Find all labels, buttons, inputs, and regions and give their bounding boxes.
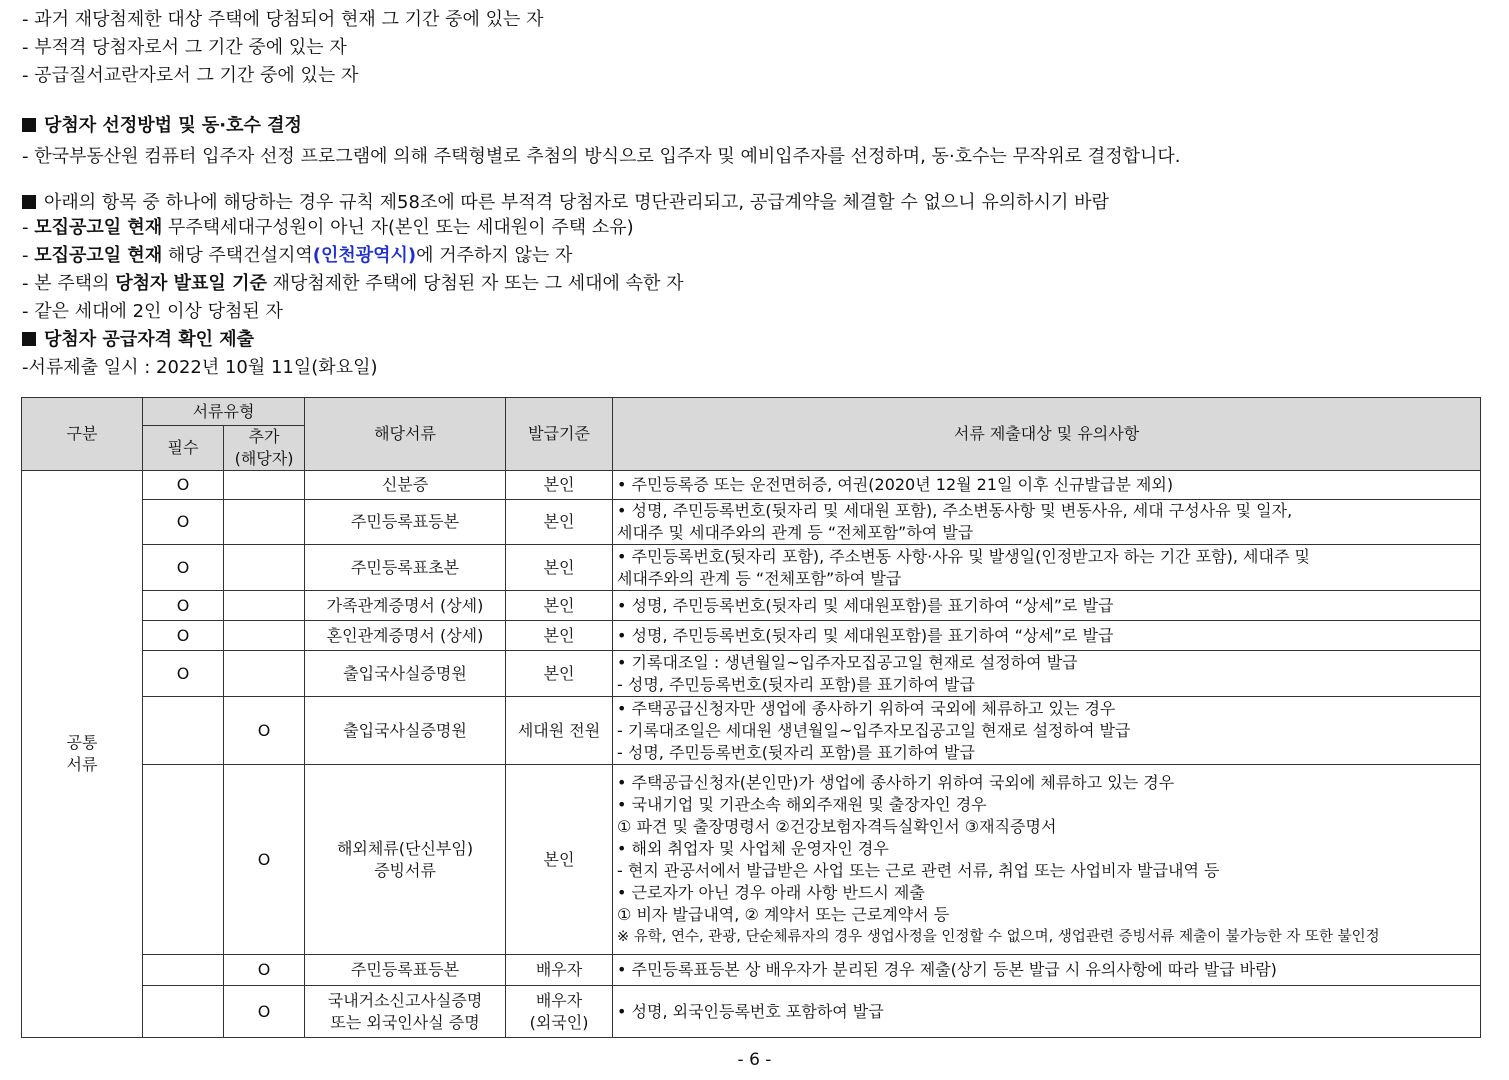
issue-basis-cell bbox=[506, 621, 613, 651]
item-bold: 모집공고일 현재 bbox=[34, 245, 163, 266]
document-name: 출입국사실증명원 bbox=[343, 720, 467, 740]
item-text: 해당 주택건설지역 bbox=[162, 245, 313, 266]
notes-cell bbox=[613, 471, 1481, 500]
document-name: 또는 외국인사실 증명 bbox=[330, 1012, 480, 1032]
document-name: 주민등록표등본 bbox=[350, 960, 460, 979]
section-heading-documents bbox=[22, 328, 254, 352]
section-heading-selection bbox=[22, 114, 302, 138]
additional-cell: O bbox=[224, 955, 305, 986]
note-line: • 성명, 주민등록번호(뒷자리 및 세대원포함)를 표기하여 “상세”로 발급 bbox=[617, 595, 1114, 615]
table-row bbox=[22, 545, 1481, 591]
additional-cell bbox=[224, 591, 305, 621]
notes-cell bbox=[613, 591, 1481, 621]
intro-line-3: - 공급질서교란자로서 그 기간 중에 있는 자 bbox=[22, 65, 359, 86]
note-line: - 현지 관공서에서 발급받은 사업 또는 근로 관련 서류, 취업 또는 사업비자 발급내역 등 bbox=[617, 860, 1220, 880]
document-cell bbox=[305, 765, 506, 955]
notes-cell bbox=[613, 651, 1481, 697]
table-row bbox=[22, 986, 1481, 1038]
document-cell bbox=[305, 621, 506, 651]
required-cell: O bbox=[143, 500, 224, 545]
document-cell bbox=[305, 591, 506, 621]
note-line: 세대주 및 세대주와의 관계 등 “전체포함”하여 발급 bbox=[617, 523, 974, 542]
category-label: 서류 bbox=[66, 755, 98, 774]
section-heading-text: 당첨자 공급자격 확인 제출 bbox=[44, 329, 255, 350]
region-highlight: (인천광역시) bbox=[312, 245, 417, 266]
required-cell: O bbox=[143, 621, 224, 651]
item-text: 에 거주하지 않는 자 bbox=[416, 245, 573, 266]
note-line: - 성명, 주민등록번호(뒷자리 포함)를 표기하여 발급 bbox=[617, 674, 975, 694]
issue-basis-text: 배우자 bbox=[535, 960, 583, 979]
required-cell bbox=[143, 697, 224, 765]
table-row bbox=[22, 500, 1481, 545]
note-line: ※ 유학, 연수, 관광, 단순체류자의 경우 생업사정을 인정할 수 없으며, 생업관련 증빙서류 제출이 불가능한 자 또한 불인정 bbox=[617, 928, 1380, 945]
square-bullet-icon bbox=[22, 118, 36, 132]
note-line: • 성명, 주민등록번호(뒷자리 및 세대원포함)를 표기하여 “상세”로 발급 bbox=[617, 625, 1114, 645]
note-line: • 기록대조일 : 생년월일~입주자모집공고일 현재로 설정하여 발급 bbox=[617, 652, 1078, 672]
additional-cell bbox=[224, 500, 305, 545]
document-cell bbox=[305, 697, 506, 765]
issue-basis-text: 본인 bbox=[543, 475, 575, 494]
document-name: 증빙서류 bbox=[374, 860, 436, 880]
issue-basis-text: 본인 bbox=[543, 512, 575, 531]
item-prefix: - bbox=[22, 217, 35, 238]
item-text: 무주택세대구성원이 아닌 자(본인 또는 세대원이 주택 소유) bbox=[162, 217, 634, 238]
header-category: 구분 bbox=[22, 398, 143, 471]
additional-cell bbox=[224, 545, 305, 591]
submission-date: -서류제출 일시 : 2022년 10월 11일(화요일) bbox=[22, 357, 378, 378]
intro-line-1: - 과거 재당첨제한 대상 주택에 당첨되어 현재 그 기간 중에 있는 자 bbox=[22, 9, 544, 30]
required-cell bbox=[143, 955, 224, 986]
item-bold: 당첨자 발표일 기준 bbox=[115, 273, 267, 294]
table-row bbox=[22, 697, 1481, 765]
note-line: 세대주와의 관계 등 “전체포함”하여 발급 bbox=[617, 568, 902, 588]
documents-table bbox=[21, 397, 1481, 1038]
notes-cell bbox=[613, 621, 1481, 651]
issue-basis-cell bbox=[506, 545, 613, 591]
notes-cell bbox=[613, 765, 1481, 955]
issue-basis-text: 세대원 전원 bbox=[517, 720, 601, 740]
issue-basis-text: 본인 bbox=[543, 557, 575, 577]
document-cell bbox=[305, 955, 506, 986]
issue-basis-cell bbox=[506, 986, 613, 1038]
note-line: ① 파견 및 출장명령서 ②건강보험자격득실확인서 ③재직증명서 bbox=[617, 816, 1057, 836]
document-name: 해외체류(단신부임) bbox=[336, 838, 474, 858]
required-cell bbox=[143, 986, 224, 1038]
document-cell bbox=[305, 500, 506, 545]
item-prefix: - bbox=[22, 245, 35, 266]
note-line: • 주민등록증 또는 운전면허증, 여권(2020년 12월 21일 이후 신규발급분 제외) bbox=[617, 475, 1174, 494]
document-name: 출입국사실증명원 bbox=[343, 663, 467, 683]
table-row bbox=[22, 471, 1481, 500]
issue-basis-cell bbox=[506, 651, 613, 697]
required-cell bbox=[143, 765, 224, 955]
required-cell: O bbox=[143, 545, 224, 591]
header-issue-basis: 발급기준 bbox=[506, 398, 613, 471]
issue-basis-cell bbox=[506, 697, 613, 765]
issue-basis-text: 본인 bbox=[543, 625, 575, 645]
note-line: • 근로자가 아닌 경우 아래 사항 반드시 제출 bbox=[617, 882, 925, 902]
document-cell bbox=[305, 471, 506, 500]
table-row bbox=[22, 621, 1481, 651]
notes-cell bbox=[613, 986, 1481, 1038]
header-additional-line: 추가 bbox=[248, 427, 280, 446]
issue-basis-cell bbox=[506, 955, 613, 986]
note-line: • 주민등록표등본 상 배우자가 분리된 경우 제출(상기 등본 발급 시 유의사항에 따라 발급 바람) bbox=[617, 960, 1277, 979]
note-line: • 주민등록번호(뒷자리 포함), 주소변동 사항·사유 및 발생일(인정받고자 하는 기간 포함), 세대주 및 bbox=[617, 546, 1310, 566]
note-line: • 해외 취업자 및 사업체 운영자인 경우 bbox=[617, 838, 889, 858]
note-line: • 주택공급신청자만 생업에 종사하기 위하여 국외에 체류하고 있는 경우 bbox=[617, 698, 1116, 718]
square-bullet-icon bbox=[22, 332, 36, 346]
issue-basis-text: (외국인) bbox=[529, 1012, 589, 1032]
item-text: 재당첨제한 주택에 당첨된 자 또는 그 세대에 속한 자 bbox=[266, 273, 684, 294]
additional-cell: O bbox=[224, 765, 305, 955]
issue-basis-cell bbox=[506, 591, 613, 621]
header-document: 해당서류 bbox=[305, 398, 506, 471]
section-heading-text: 당첨자 선정방법 및 동·호수 결정 bbox=[44, 115, 302, 136]
table-row bbox=[22, 651, 1481, 697]
issue-basis-cell bbox=[506, 500, 613, 545]
additional-cell bbox=[224, 651, 305, 697]
square-bullet-icon bbox=[22, 195, 36, 209]
section-heading-ineligible bbox=[22, 191, 1109, 215]
header-required: 필수 bbox=[143, 426, 224, 471]
document-name: 혼인관계증명서 (상세) bbox=[326, 625, 484, 645]
issue-basis-text: 본인 bbox=[543, 595, 575, 615]
document-cell bbox=[305, 651, 506, 697]
document-name: 신분증 bbox=[381, 475, 429, 494]
table-row bbox=[22, 955, 1481, 986]
table-row bbox=[22, 591, 1481, 621]
selection-text: - 한국부동산원 컴퓨터 입주자 선정 프로그램에 의해 주택형별로 추첨의 방식으로 입주자 및 예비입주자를 선정하며, 동·호수는 무작위로 결정합니다. bbox=[22, 146, 1181, 167]
item-bold: 모집공고일 현재 bbox=[34, 217, 163, 238]
issue-basis-text: 본인 bbox=[543, 663, 575, 683]
header-additional bbox=[224, 426, 305, 471]
additional-cell: O bbox=[224, 697, 305, 765]
ineligible-item-1 bbox=[22, 216, 634, 240]
issue-basis-text: 배우자 bbox=[535, 990, 583, 1010]
issue-basis-cell bbox=[506, 471, 613, 500]
additional-cell: O bbox=[224, 986, 305, 1038]
note-line: • 성명, 외국인등록번호 포함하여 발급 bbox=[617, 1001, 884, 1021]
table-row bbox=[22, 765, 1481, 955]
header-additional-line: (해당자) bbox=[234, 449, 294, 468]
intro-line-2: - 부적격 당첨자로서 그 기간 중에 있는 자 bbox=[22, 37, 347, 58]
document-cell bbox=[305, 545, 506, 591]
header-notes: 서류 제출대상 및 유의사항 bbox=[613, 398, 1481, 471]
additional-cell bbox=[224, 621, 305, 651]
page-number: - 6 - bbox=[737, 1050, 772, 1070]
document-name: 가족관계증명서 (상세) bbox=[326, 595, 484, 615]
required-cell: O bbox=[143, 471, 224, 500]
note-line: • 성명, 주민등록번호(뒷자리 및 세대원 포함), 주소변동사항 및 변동사유, 세대 구성사유 및 일자, bbox=[617, 501, 1293, 520]
note-line: • 주택공급신청자(본인만)가 생업에 종사하기 위하여 국외에 체류하고 있는 경우 bbox=[617, 772, 1175, 792]
ineligible-item-2 bbox=[22, 244, 572, 268]
ineligible-item-3 bbox=[22, 272, 684, 296]
category-label: 공통 bbox=[66, 733, 98, 752]
note-line: ① 비자 발급내역, ② 계약서 또는 근로계약서 등 bbox=[617, 904, 950, 924]
section-heading-text: 아래의 항목 중 하나에 해당하는 경우 규칙 제58조에 따른 부적격 당첨자로 명단관리되고, 공급계약을 체결할 수 없으니 유의하시기 바람 bbox=[44, 192, 1109, 213]
notes-cell bbox=[613, 697, 1481, 765]
note-line: - 성명, 주민등록번호(뒷자리 포함)를 표기하여 발급 bbox=[617, 742, 975, 762]
note-line: • 국내기업 및 기관소속 해외주재원 및 출장자인 경우 bbox=[617, 794, 987, 814]
required-cell: O bbox=[143, 591, 224, 621]
document-name: 주민등록표초본 bbox=[350, 557, 460, 577]
notes-cell bbox=[613, 500, 1481, 545]
additional-cell bbox=[224, 471, 305, 500]
ineligible-item-4: - 같은 세대에 2인 이상 당첨된 자 bbox=[22, 301, 283, 322]
header-doc-type: 서류유형 bbox=[143, 398, 305, 426]
notes-cell bbox=[613, 955, 1481, 986]
item-prefix: - 본 주택의 bbox=[22, 273, 116, 294]
issue-basis-text: 본인 bbox=[543, 849, 575, 869]
issue-basis-cell bbox=[506, 765, 613, 955]
note-line: - 기록대조일은 세대원 생년월일~입주자모집공고일 현재로 설정하여 발급 bbox=[617, 720, 1131, 740]
required-cell: O bbox=[143, 651, 224, 697]
category-cell bbox=[22, 471, 143, 1038]
notes-cell bbox=[613, 545, 1481, 591]
document-cell bbox=[305, 986, 506, 1038]
document-name: 주민등록표등본 bbox=[350, 512, 460, 531]
document-name: 국내거소신고사실증명 bbox=[327, 990, 483, 1010]
